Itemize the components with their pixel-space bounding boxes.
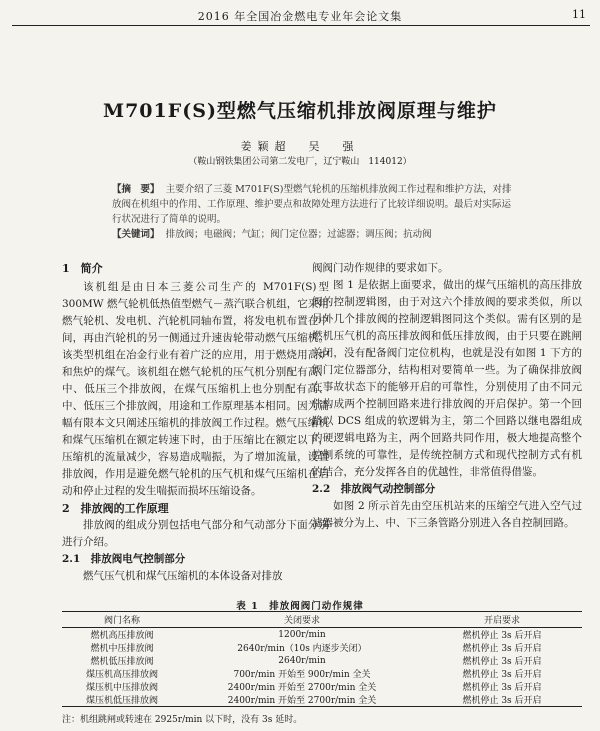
paragraph-fig2: 如图 2 所示首先由空压机站来的压缩空气进入空气过滤器被分为上、中、下三条管路分别进入各自控制回路。	[312, 500, 582, 529]
table-cell: 2640r/min	[278, 655, 326, 666]
continued-text: 阀阀门动作规律的要求如下。	[312, 262, 449, 274]
abstract-block	[112, 182, 520, 242]
table-cell: 燃机停止 3s 后开启	[422, 693, 582, 707]
table-row	[62, 667, 582, 680]
keywords-label: 【关键词】	[112, 229, 160, 240]
table-row	[62, 693, 582, 707]
table-cell: 煤压机低压排放阀	[62, 693, 182, 707]
table-row	[62, 628, 582, 642]
table-cell: 燃机停止 3s 后开启	[462, 670, 542, 680]
affiliation: （鞍山钢铁集团公司第二发电厂，辽宁鞍山 114012）	[188, 157, 412, 167]
section-2-1-heading: 2.1 排放阀电气控制部分	[62, 553, 186, 565]
table-cell: 燃机高压排放阀	[90, 631, 154, 641]
table-cell: 燃机低压排放阀	[90, 657, 154, 667]
paper-title: M701F(S)型燃气压缩机排放阀原理与维护	[103, 100, 497, 122]
table-cell: 燃机停止 3s 后开启	[462, 631, 542, 641]
running-header: 2016 年全国冶金燃电专业年会论文集	[197, 10, 403, 23]
authors: 姜颖超 吴 强	[240, 140, 360, 153]
table-header-row	[62, 612, 582, 628]
left-column	[62, 260, 329, 585]
table-cell: 燃机停止 3s 后开启	[462, 644, 542, 654]
section-1-body: 该机组是由日本三菱公司生产的 M701F(S)型 300MW 燃气轮机低热值型燃气－蒸汽联合机组，它采用燃气轮机、发电机、汽轮机同轴布置，将发电机布置在中间，再由汽轮机的另一侧通过升速齿轮带动燃气压缩机。该类型机组在冶金行业有着广泛的应用，用于燃烧用高炉和焦炉的煤气。该机组在燃气轮机的压气机分别配有高、中、低压三个排放阀，在煤气压缩机上也分别配有高、中、低压三个排放阀，用途和工作原理基本相同。因为篇幅有限本文只阐述压缩机的排放阀工作过程。燃气压缩机和煤气压缩机在额定转速下时，由于压缩比在额定以下，压缩机的流量减少，容易造成喘振，为了增加流量，设置排放阀，作用是避免燃气轮机的压气机和煤气压缩机在启动和停止过程的发生喘振而损坏压缩设备。	[62, 281, 329, 497]
table-header-cell: 开启要求	[422, 612, 582, 628]
table-header-cell: 阀门名称	[62, 612, 182, 628]
abstract	[112, 182, 520, 227]
table-cell: 1200r/min	[278, 629, 326, 640]
keywords	[112, 227, 520, 242]
section-2-2-heading: 2.2 排放阀气动控制部分	[312, 483, 436, 495]
keywords-text: 排放阀；电磁阀；气缸；阀门定位器；过滤器；调压阀；抗动阀	[165, 229, 432, 240]
abstract-label: 【摘 要】	[112, 184, 160, 195]
table-header-cell: 关闭要求	[182, 612, 422, 628]
table-cell: 燃机停止 3s 后开启	[462, 657, 542, 667]
table-cell: 燃机中压排放阀	[90, 644, 154, 654]
table-row	[62, 654, 582, 667]
table-cell: 燃机停止 3s 后开启	[462, 683, 542, 693]
header-rule	[12, 25, 590, 26]
table-cell: 2400r/min 开始至 2700r/min 全关	[182, 693, 422, 707]
abstract-text: 主要介绍了三菱 M701F(S)型燃气轮机的压缩机排放阀工作过程和维护方法，对排放阀在机组中的作用、工作原理、维护要点和故障处理方法进行了比较详细说明。最后对实际运行状况进行了简单的说明。	[112, 184, 512, 225]
table-cell: 煤压机中压排放阀	[85, 683, 158, 693]
table-cell: 煤压机高压排放阀	[85, 670, 158, 680]
section-2-body: 排放阀的组成分别包括电气部分和气动部分下面分别进行介绍。	[62, 519, 329, 548]
section-1-heading: 1 简介	[62, 262, 103, 275]
right-column	[312, 260, 582, 532]
page-number: 11	[572, 8, 586, 21]
section-2-1-body: 燃气压气机和煤气压缩机的本体设备对排放	[83, 570, 283, 582]
table-row	[62, 680, 582, 693]
section-2-heading: 2 排放阀的工作原理	[62, 502, 169, 515]
table-cell: 2400r/min 开始至 2700r/min 全关	[227, 683, 377, 693]
paragraph-fig1: 图 1 是依据上面要求，做出的煤气压缩机的高压排放阀的控制逻辑图，由于对这六个排放阀的要求类似，所以另外几个排放阀的控制逻辑图同这个类似。需有区别的是燃机压气机的高压排放阀和低压排放阀，由于只要在跳闸关闭，没有配备阀门定位机构，也就是没有如图 1 下方的阀门定位器部分，结构相对要简单一些。为了确保排放阀在事故状态下的能够开启的可靠性，分别使用了由不同元件构成两个控制回路来进行排放阀的开启保护。第一个回路以 DCS 组成的软逻辑为主，第二个回路以继电器组成的硬逻辑电路为主，两个回路共同作用，极大地提高整个控制系统的可靠性，是传统控制方式和现代控制方式有机的结合，充分发挥各自的优越性，非常值得借鉴。	[312, 279, 582, 478]
table-cell: 700r/min 开始至 900r/min 全关	[233, 670, 371, 680]
valve-action-table	[62, 611, 582, 707]
table-row	[62, 641, 582, 654]
table-caption: 表 1 排放阀阀门动作规律	[236, 601, 364, 612]
table-cell: 2640r/min（10s 内逐步关闭）	[237, 644, 367, 654]
table-note: 注：机组跳闸或转速在 2925r/min 以下时，没有 3s 延时。	[62, 715, 303, 725]
